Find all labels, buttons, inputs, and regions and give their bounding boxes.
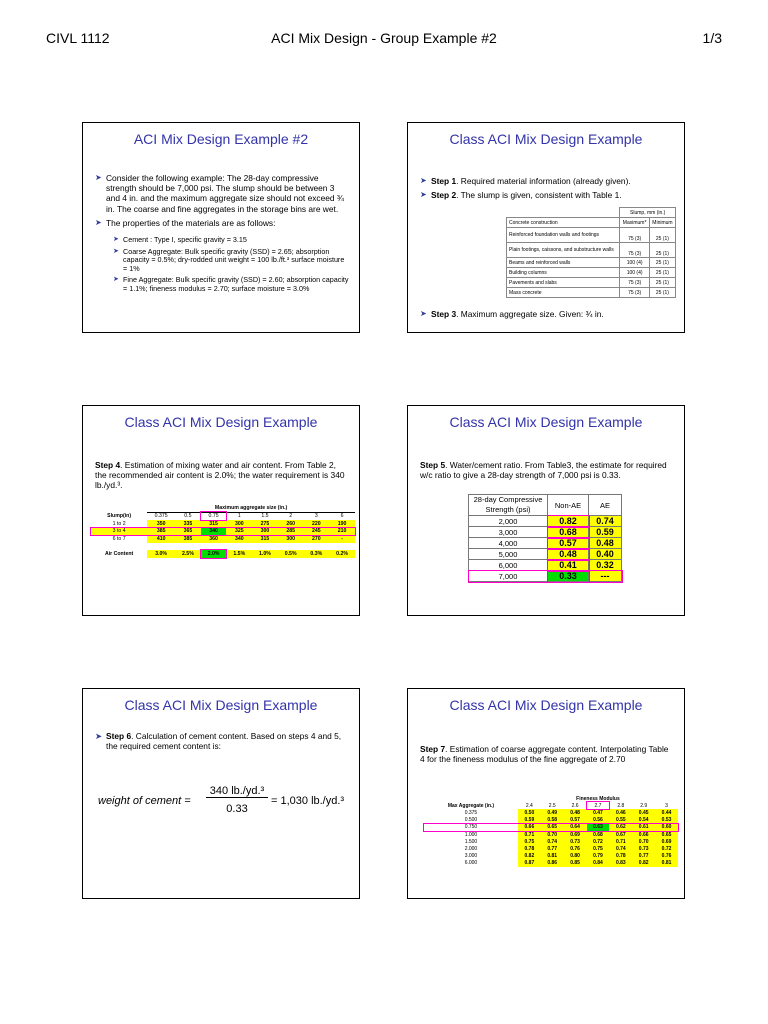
row-label: Air Content [104,550,134,557]
table-cell: 25 (1) [649,268,675,278]
equation-denominator: 0.33 [226,803,248,815]
slump-table: Slump, mm (in.) Concrete construction Maximum* Minimum Reinforced foundation walls and footings 75 (3) 25 (1) Plain footings, caissons, and substructure walls 75 (3) 25 (1) Beams and reinforced walls 100 (4) 25 (1) Building columns 100 (4) 25 (1) Pavements and slabs 75 (3) 25 (1) Mass concrete 75 (3) 25 (1) [506,207,676,298]
table-row [424,845,678,852]
table-cell: 365 [175,528,201,536]
table-row [507,243,676,258]
table-header: 2.8 [617,802,625,809]
table-cell: 0.66 [632,831,655,838]
table-header: 2.6 [571,802,579,809]
table-cell: 75 (3) [620,228,650,243]
row-label: 3 to 4 [91,528,147,536]
slide-title: Class ACI Mix Design Example [124,697,318,713]
sub-bullet: ➤ Coarse Aggregate: Bulk specific gravity (SSD) = 2.65; absorption capacity = 0.5%; dry-rodded unit weight = 100 lb./ft.³ surface moisture = 1% [113,246,345,273]
table-cell: 0.83 [609,860,632,867]
arrow-bullet-icon: ➤ [95,217,102,227]
table-row [424,809,678,816]
table-cell: 2.5% [175,550,201,558]
table-header: 2.4 [525,802,533,809]
table-cell: 0.54 [632,817,655,824]
table-cell: 0.53 [655,817,678,824]
sub-bullet: ➤ Cement : Type I, specific gravity = 3.15 [113,235,247,245]
table-cell: 0.59 [518,817,541,824]
table-cell: 25 (1) [649,228,675,243]
table-header-row [424,802,678,809]
step-1-bullet: ➤ Step 1. Required material information (already given). [420,176,631,186]
table-cell: 0.85 [564,860,587,867]
table-cell: 0.71 [518,831,541,838]
table-header: 0.5 [184,513,192,520]
table-cell: 275 [252,520,278,528]
table-header: Slump(in) [107,513,132,519]
table-cell: 0.86 [541,860,564,867]
slide-1 [82,122,360,333]
table-cell: 100 (4) [620,258,650,268]
table-cell: 300 [252,528,278,536]
bullet: ➤ Consider the following example: The 28-day compressive strength should be 7,000 psi. The slump should be between 3 and 4 in. and the maximum aggregate size should not exceed ¾ in. The coarse and fine aggregates in the storage bins are wet. [95,173,344,214]
table-cell: 0.74 [541,838,564,845]
row-label: 3.000 [464,853,478,860]
table-header: 6 [340,513,344,520]
table-cell: 0.48 [564,809,587,816]
equation-numerator: 340 lb./yd.³ [206,785,268,798]
table-cell: 0.50 [518,809,541,816]
table-cell: 270 [304,535,330,543]
table-row [91,535,355,543]
arrow-bullet-icon: ➤ [113,276,119,284]
table-cell: 0.67 [609,831,632,838]
row-label: 1.000 [464,831,478,838]
table-cell: 2.0% [201,550,227,558]
equation-result: = 1,030 lb./yd.³ [271,795,345,807]
table-header: Max Aggregate (in.) [447,802,495,809]
table-row [424,817,678,824]
table-cell: 385 [147,528,175,536]
table-cell: 0.56 [587,817,610,824]
table-cell: 4,000 [469,538,548,549]
table-cell: - [329,535,355,543]
table-cell: 0.40 [589,549,622,560]
table-row [469,516,622,527]
table-row [469,560,622,571]
table-cell: 0.65 [541,824,564,831]
table-cell: 0.80 [564,853,587,860]
table-cell: 0.3% [304,550,330,558]
arrow-bullet-icon: ➤ [95,173,102,182]
step-4-text: Step 4. Estimation of mixing water and air content. From Table 2, the recommended air content is 2.0%; the water requirement is 340 lb./yd.³. [95,460,345,491]
equation-label: weight of cement [98,795,182,807]
step-3-bullet: ➤ Step 3. Maximum aggregate size. Given: ¾ in. [420,309,604,319]
mixing-water-table: Maximum aggregate size (in.) Slump(in) 0.375 0.5 0.75 1 1.5 2 3 6 1 to 2 350 335 315 300 275 260 220 190 3 to 4 385 365 340 325 300 285 245 210 6 to 7 410 385 360 340 315 300 270 - Air Content 3.0% 2.5% 2.0% 1.5% 1.0% 0.5% 0.3% 0.2% [91,504,355,558]
table-header: 1.5 [261,513,269,520]
row-label: 0.750 [464,824,478,831]
table-row [424,831,678,838]
table-cell: 0.55 [609,817,632,824]
table-cell: 100 (4) [620,268,650,278]
table-header: 2.9 [640,802,648,809]
arrow-bullet-icon: ➤ [420,176,427,185]
table-cell: 5,000 [469,549,548,560]
table-cell: 340 [226,535,252,543]
table-row [507,268,676,278]
table-row [469,549,622,560]
table-cell: 1.0% [252,550,278,558]
table-cell: 2,000 [469,516,548,527]
table-cell: 260 [278,520,304,528]
table-header-row [91,512,355,520]
table-cell: 285 [278,528,304,536]
table-cell: 0.79 [587,853,610,860]
table-cell: 360 [201,535,227,543]
table-row [424,824,678,831]
table-cell: 325 [226,528,252,536]
table-cell: 0.64 [564,824,587,831]
table-cell: 350 [147,520,175,528]
document-title: ACI Mix Design - Group Example #2 [271,30,497,46]
row-label: 0.500 [464,817,478,824]
table-cell: 0.78 [518,845,541,852]
table-cell: 300 [278,535,304,543]
table-cell: 0.75 [518,838,541,845]
table-cell: 0.76 [564,845,587,852]
table-row [507,258,676,268]
slide-5 [82,688,360,899]
table-header: 0.375 [154,513,168,520]
table-cell: 0.77 [541,845,564,852]
table-cell: 190 [329,520,355,528]
table-cell: 0.81 [655,860,678,867]
table-cell: 6,000 [469,560,548,571]
step-5-text: Step 5. Water/cement ratio. From Table3, the estimate for required w/c ratio to give a 28-day strength of 7,000 psi is 0.33. [420,460,667,481]
table-cell: Plain footings, caissons, and substructure walls [507,243,620,258]
table-header: 2 [289,513,293,520]
slide-title: Class ACI Mix Design Example [449,131,643,147]
row-label: 6 to 7 [112,535,126,542]
row-label: 1.500 [464,838,478,845]
slide-title: ACI Mix Design Example #2 [133,131,309,147]
course-code: CIVL 1112 [46,30,110,46]
table-cell: 0.70 [541,831,564,838]
table-row [469,527,622,538]
table-row [424,860,678,867]
table-cell: Beams and reinforced walls [507,258,620,268]
table-cell: 75 (3) [620,278,650,288]
table-cell: 0.68 [587,831,610,838]
table-cell: 0.72 [587,838,610,845]
table-header: 1 [237,513,241,520]
table-cell: 0.69 [564,831,587,838]
table-cell: 0.72 [655,845,678,852]
table-row [424,838,678,845]
table-header: 2.5 [548,802,556,809]
table-cell: 0.82 [518,853,541,860]
table-cell: 75 (3) [620,288,650,298]
arrow-bullet-icon: ➤ [95,731,103,741]
table-cell: 0.87 [518,860,541,867]
table-cell: 0.32 [589,560,622,571]
table-row [507,288,676,298]
slide-title: Class ACI Mix Design Example [124,414,318,430]
table-cell: 0.5% [278,550,304,558]
table-cell: 410 [147,535,175,543]
table-cell: 0.66 [518,824,541,831]
table-cell: 385 [175,535,201,543]
cement-equation: weight of cement = 340 lb./yd.³ 0.33 = 1,030 lb./yd.³ [98,785,345,815]
air-content-row [91,550,355,558]
spacer-row [91,543,355,551]
table-cell: 210 [329,528,355,536]
table-header: 3 [665,802,668,809]
table-cell: 0.68 [548,527,589,538]
table-cell: 315 [252,535,278,543]
step-7-text: Step 7. Estimation of coarse aggregate content. Interpolating Table 4 for the fineness modulus of the fine aggregate of 2.70 [420,744,669,765]
table-cell: 25 (1) [649,288,675,298]
table-cell: 0.62 [609,824,632,831]
table-cell: 25 (1) [649,243,675,258]
row-label: 1 to 2 [112,520,126,527]
table-cell: Building columns [507,268,620,278]
slide-title: Class ACI Mix Design Example [449,697,643,713]
table-cell: 3,000 [469,527,548,538]
table-cell: 0.77 [632,853,655,860]
table-row [91,520,355,528]
table-cell: 0.73 [564,838,587,845]
table-row [424,853,678,860]
table-cell: 0.57 [548,538,589,549]
table-header: 2.7 [587,802,610,809]
table-cell: 340 [201,528,227,536]
table-cell: 0.82 [548,516,589,527]
table-cell: 335 [175,520,201,528]
table-row [469,538,622,549]
step-6-text: ➤ Step 6. Calculation of cement content. Based on steps 4 and 5, the required cement content is: [95,731,342,752]
slide-3 [82,405,360,616]
slide-4 [407,405,685,616]
coarse-aggregate-table: Fineness Modulus Max Aggregate (in.) 2.4 2.5 2.6 2.7 2.8 2.9 3 0.375 0.50 0.49 0.48 0.47 0.46 0.45 0.44 0.500 0.59 0.58 0.57 0.56 0.55 0.54 0.53 0.750 0.66 0.65 0.64 0.63 0.62 0.61 0.60 1.000 0.71 0.70 0.69 0.68 0.67 0.66 0.65 1.500 0.75 0.74 0.73 0.72 0.71 0.70 0.69 2.000 0.78 0.77 0.76 0.75 0.74 0.73 0.72 3.000 0.82 0.81 0.80 0.79 0.78 0.77 0.76 6.000 0.87 0.86 0.85 0.84 0.83 0.82 0.81 [424,795,678,867]
spacer-cell [91,543,355,551]
table-cell: 0.71 [609,838,632,845]
table-cell: 0.33 [548,571,589,582]
table-cell: 25 (1) [649,258,675,268]
table-cell: --- [589,571,622,582]
page-number: 1/3 [702,30,722,46]
table-row [91,528,355,536]
table-cell: 0.74 [589,516,622,527]
table-cell: 0.73 [632,845,655,852]
wc-ratio-table: 28-day Compressive Strength (psi) Non-AE AE 2,000 0.82 0.74 3,000 0.68 0.59 4,000 0.57 0.48 5,000 0.48 0.40 6,000 0.41 0.32 7,000 0.33 --- [468,494,622,582]
table-cell: 245 [304,528,330,536]
table-cell: 0.45 [632,809,655,816]
table-cell: 0.63 [587,824,610,831]
table-cell: 75 (3) [620,243,650,258]
table-header: 0.75 [201,512,227,520]
row-label: 0.375 [464,809,478,816]
sub-bullet: ➤ Fine Aggregate: Bulk specific gravity (SSD) = 2.60; absorption capacity = 1.1%; fineness modulus = 2.70; surface moisture = 3.0% [113,275,349,293]
table-cell: 0.47 [587,809,610,816]
table-cell: Pavements and slabs [507,278,620,288]
table-header: 3 [314,513,318,520]
bullet: ➤ The properties of the materials are as follows: [95,217,276,228]
table-cell: 0.84 [587,860,610,867]
table-cell: 0.61 [632,824,655,831]
table-cell: 0.76 [655,853,678,860]
table-cell: 0.81 [541,853,564,860]
table-row [507,278,676,288]
arrow-bullet-icon: ➤ [420,190,427,200]
table-cell: 0.74 [609,845,632,852]
row-label: 6.000 [464,860,478,867]
table-cell: 0.78 [609,853,632,860]
table-cell: 7,000 [469,571,548,582]
slide-2 [407,122,685,333]
table-cell: 0.69 [655,838,678,845]
arrow-bullet-icon: ➤ [113,236,119,244]
table-cell: 0.48 [589,538,622,549]
step-2-bullet: ➤ Step 2. The slump is given, consistent with Table 1. [420,190,622,201]
table-cell: 0.58 [541,817,564,824]
table-cell: 220 [304,520,330,528]
table-cell: 0.59 [589,527,622,538]
table-cell: 0.82 [632,860,655,867]
arrow-bullet-icon: ➤ [113,247,119,255]
table-cell: 0.48 [548,549,589,560]
row-label: 2.000 [464,845,478,852]
table-cell: 0.44 [655,809,678,816]
table-cell: 1.5% [226,550,252,558]
table-cell: 0.46 [609,809,632,816]
table-cell: 3.0% [147,550,175,558]
table-cell: 0.70 [632,838,655,845]
table-row [507,228,676,243]
arrow-bullet-icon: ➤ [420,309,427,318]
table-cell: 0.41 [548,560,589,571]
table-row [469,571,622,582]
table-cell: 0.57 [564,817,587,824]
table-cell: 0.75 [587,845,610,852]
table-cell: 0.49 [541,809,564,816]
table-cell: 315 [201,520,227,528]
slide-6 [407,688,685,899]
table-cell: 0.60 [655,824,678,831]
table-cell: 300 [226,520,252,528]
table-cell: 0.65 [655,831,678,838]
table-cell: Reinforced foundation walls and footings [507,228,620,243]
table-cell: 0.2% [329,550,355,558]
table-cell: Mass concrete [507,288,620,298]
slide-title: Class ACI Mix Design Example [449,414,643,430]
table-cell: 25 (1) [649,278,675,288]
